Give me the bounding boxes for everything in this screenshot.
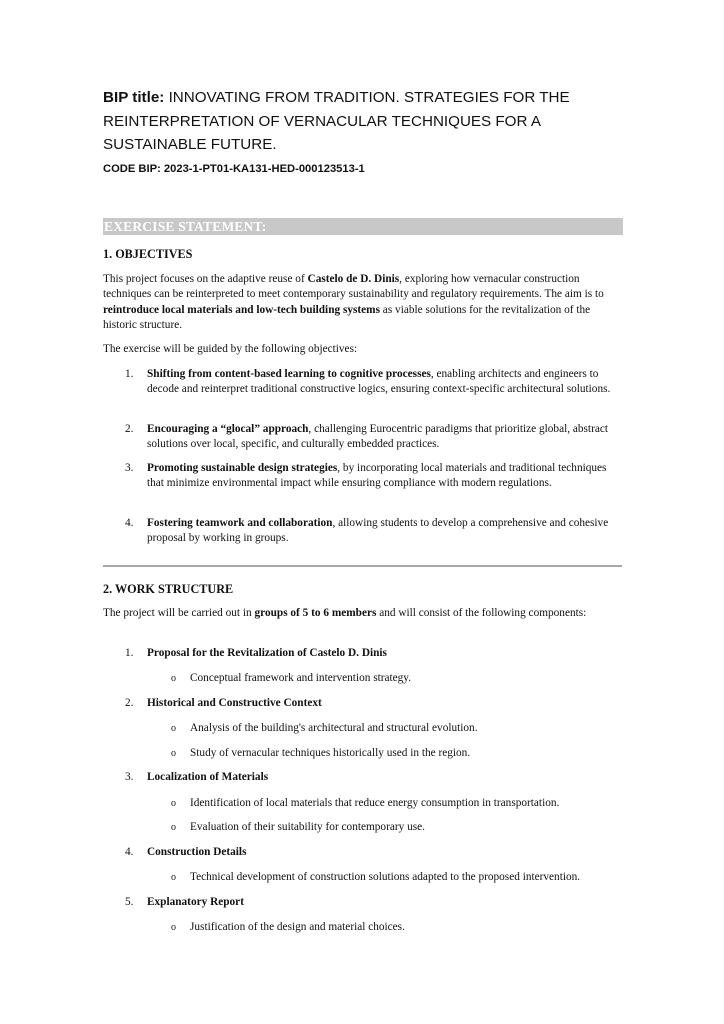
bullet-circle-icon: o <box>171 798 176 809</box>
work-item <box>125 696 322 711</box>
objective-text: , by incorporating local materials and traditional techniques that minimize environmental impact while ensuring compliance with modern regulations. <box>147 462 607 490</box>
intro-bold-2: reintroduce local materials and low-tech building systems <box>103 303 380 316</box>
objective-item <box>125 461 622 492</box>
bullet-circle-icon: o <box>171 748 176 759</box>
intro-text-3: as viable solutions for the revitalization of the historic structure. <box>103 303 591 332</box>
objectives-guided-text: The exercise will be guided by the following objectives: <box>103 343 358 355</box>
ws-intro-bold-1: groups of 5 to 6 members <box>254 607 377 619</box>
work-structure-heading: 2. WORK STRUCTURE <box>103 582 234 596</box>
work-item-number: 5. <box>125 896 134 908</box>
objective-item <box>125 367 622 398</box>
work-structure-intro <box>103 606 621 621</box>
objective-bold: Promoting sustainable design strategies <box>147 462 338 474</box>
intro-text-1: This project focuses on the adaptive reuse of <box>103 273 308 285</box>
work-subitem <box>171 671 411 686</box>
intro-text-2: , exploring how vernacular construction techniques can be reinterpreted to meet contemporary sustainability and regulatory requirements. The aim is to <box>103 273 604 301</box>
work-subitem-text: Identification of local materials that reduce energy consumption in transportation. <box>190 797 560 809</box>
work-item-number: 4. <box>125 846 134 858</box>
bullet-circle-icon: o <box>171 822 176 833</box>
objective-item <box>125 422 622 453</box>
work-subitem <box>171 920 405 935</box>
work-item-title: Localization of Materials <box>147 771 269 783</box>
objective-number: 4. <box>125 517 134 529</box>
objective-number: 3. <box>125 462 134 474</box>
bullet-circle-icon: o <box>171 723 176 734</box>
intro-bold-1: Castelo de D. Dinis <box>307 273 400 285</box>
objective-text: , allowing students to develop a comprehensive and cohesive proposal by working in groups. <box>147 517 609 545</box>
work-subitem-text: Conceptual framework and intervention strategy. <box>190 672 412 684</box>
bullet-circle-icon: o <box>171 922 176 933</box>
work-subitem <box>171 870 580 885</box>
objective-text: , enabling architects and engineers to decode and reinterpret traditional constructive logics, ensuring context-specific architectural solutions. <box>147 368 611 396</box>
objective-bold: Encouraging a “glocal” approach <box>147 423 309 435</box>
work-item <box>125 646 387 661</box>
work-subitem <box>171 721 478 736</box>
work-subitem-text: Justification of the design and material choices. <box>190 921 405 933</box>
objective-item <box>125 516 622 547</box>
ws-intro-text-2: and will consist of the following components: <box>376 607 587 619</box>
work-item-number: 2. <box>125 697 134 709</box>
objective-number: 1. <box>125 368 134 380</box>
bip-title-text: INNOVATING FROM TRADITION. STRATEGIES FOR THE REINTERPRETATION OF VERNACULAR TECHNIQUES FOR A SUSTAINABLE FUTURE. <box>103 89 570 153</box>
objectives-intro <box>103 272 621 334</box>
bip-title <box>103 86 633 157</box>
work-item-title: Explanatory Report <box>147 896 244 908</box>
objectives-heading: 1. OBJECTIVES <box>103 247 193 261</box>
work-subitem <box>171 746 470 761</box>
work-item <box>125 770 268 785</box>
work-subitem <box>171 820 425 835</box>
exercise-statement-banner: EXERCISE STATEMENT: <box>103 218 623 235</box>
bullet-circle-icon: o <box>171 673 176 684</box>
work-item-title: Construction Details <box>147 846 247 858</box>
work-item-title: Historical and Constructive Context <box>147 697 322 709</box>
objective-number: 2. <box>125 423 134 435</box>
objective-bold: Fostering teamwork and collaboration <box>147 517 333 529</box>
work-item-number: 3. <box>125 771 134 783</box>
work-item-title: Proposal for the Revitalization of Castelo D. Dinis <box>147 647 387 659</box>
bip-code: CODE BIP: 2023-1-PT01-KA131-HED-000123513-1 <box>103 163 365 175</box>
work-subitem-text: Study of vernacular techniques historically used in the region. <box>190 747 471 759</box>
work-item <box>125 895 244 910</box>
work-item-number: 1. <box>125 647 134 659</box>
ws-intro-text-1: The project will be carried out in <box>103 607 255 619</box>
objective-text: , challenging Eurocentric paradigms that prioritize global, abstract solutions over local, specific, and culturally embedded practices. <box>147 423 608 451</box>
work-subitem-text: Technical development of construction solutions adapted to the proposed intervention. <box>190 871 581 883</box>
work-subitem-text: Analysis of the building's architectural and structural evolution. <box>190 722 478 734</box>
bullet-circle-icon: o <box>171 872 176 883</box>
work-item <box>125 845 246 860</box>
work-subitem-text: Evaluation of their suitability for contemporary use. <box>190 821 425 833</box>
objective-bold: Shifting from content-based learning to cognitive processes <box>147 368 431 380</box>
bip-title-label: BIP title: <box>103 89 165 106</box>
section-divider <box>103 565 622 567</box>
work-subitem <box>171 796 559 811</box>
